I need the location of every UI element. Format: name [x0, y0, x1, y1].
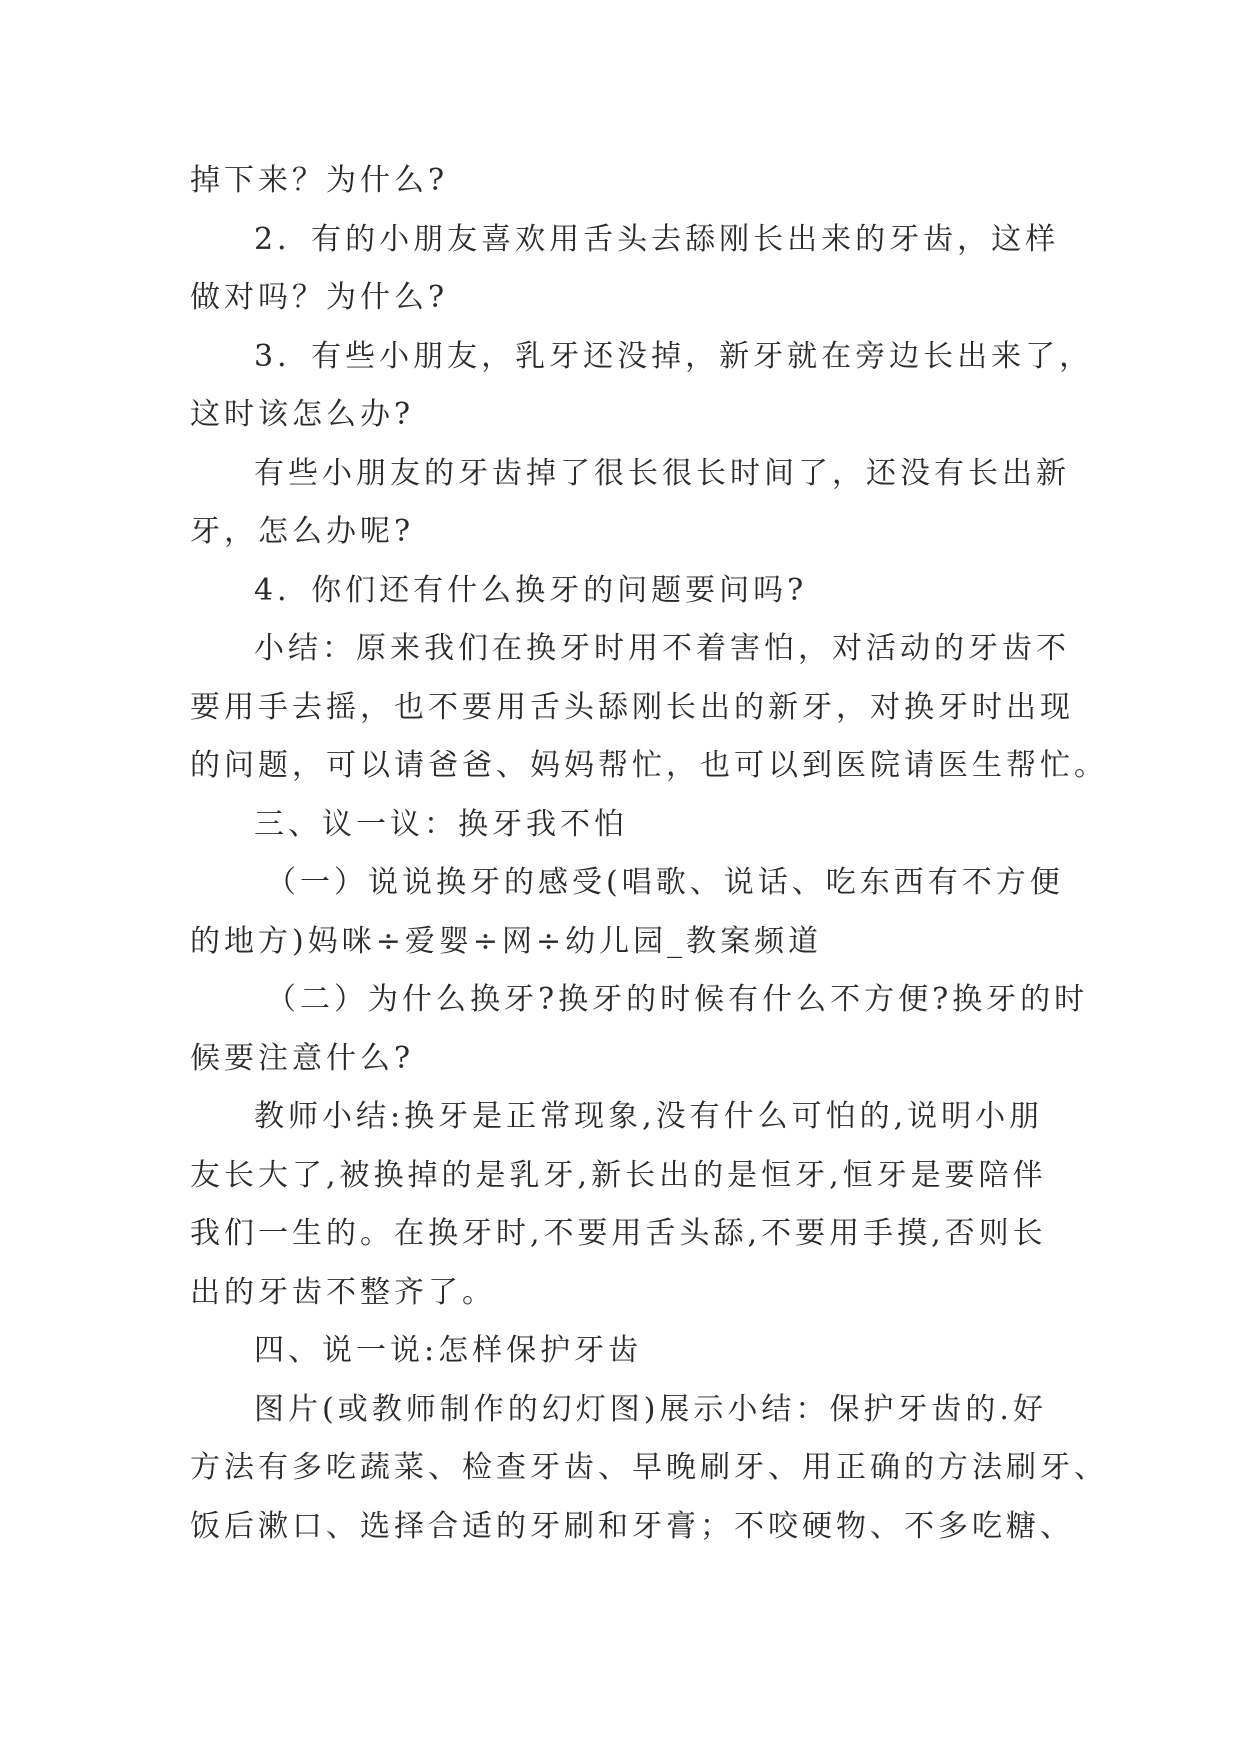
- text-line: 教师小结:换牙是正常现象,没有什么可怕的,说明小朋: [254, 1099, 1044, 1134]
- section-heading: 三、议一议：换牙我不怕: [254, 806, 628, 842]
- text-line: 出的牙齿不整齐了。: [190, 1274, 496, 1310]
- text-line: 掉下来？为什么?: [190, 163, 449, 198]
- text-line: 方法有多吃蔬菜、检查牙齿、早晚刷牙、用正确的方法刷牙、: [190, 1450, 1108, 1485]
- text-line: 3．有些小朋友，乳牙还没掉，新牙就在旁边长出来了，: [254, 338, 1094, 374]
- text-line: 的地方)妈咪÷爱婴÷网÷幼儿园_教案频道: [190, 923, 823, 959]
- text-line: 友长大了,被换掉的是乳牙,新长出的是恒牙,恒牙是要陪伴: [190, 1157, 1047, 1193]
- section-heading: 四、说一说:怎样保护牙齿: [254, 1333, 643, 1368]
- text-line: 的问题，可以请爸爸、妈妈帮忙，也可以到医院请医生帮忙。: [190, 748, 1108, 783]
- text-line: 4．你们还有什么换牙的问题要问吗?: [254, 572, 808, 608]
- text-line: 饭后漱口、选择合适的牙刷和牙膏；不咬硬物、不多吃糖、: [190, 1508, 1074, 1544]
- text-line: 2．有的小朋友喜欢用舌头去舔刚长出来的牙齿，这样: [254, 221, 1060, 257]
- text-line: 做对吗？为什么?: [190, 280, 449, 315]
- text-line: （二）为什么换牙?换牙的时候有什么不方便?换牙的时: [266, 982, 1089, 1017]
- text-line: 有些小朋友的牙齿掉了很长很长时间了，还没有长出新: [254, 455, 1070, 491]
- text-line: 我们一生的。在换牙时,不要用舌头舔,不要用手摸,否则长: [190, 1216, 1047, 1251]
- text-line: （一）说说换牙的感受(唱歌、说话、吃东西有不方便: [266, 865, 1064, 900]
- text-line: 小结：原来我们在换牙时用不着害怕，对活动的牙齿不: [254, 631, 1070, 666]
- body-text: [190, 152, 1108, 1556]
- text-line: 候要注意什么?: [190, 1040, 415, 1076]
- text-line: 这时该怎么办?: [190, 397, 415, 432]
- text-line: 牙，怎么办呢?: [190, 514, 415, 549]
- text-line: 要用手去摇，也不要用舌头舔刚长出的新牙，对换牙时出现: [190, 689, 1074, 725]
- text-line: 图片(或教师制作的幻灯图)展示小结：保护牙齿的.好: [254, 1391, 1047, 1427]
